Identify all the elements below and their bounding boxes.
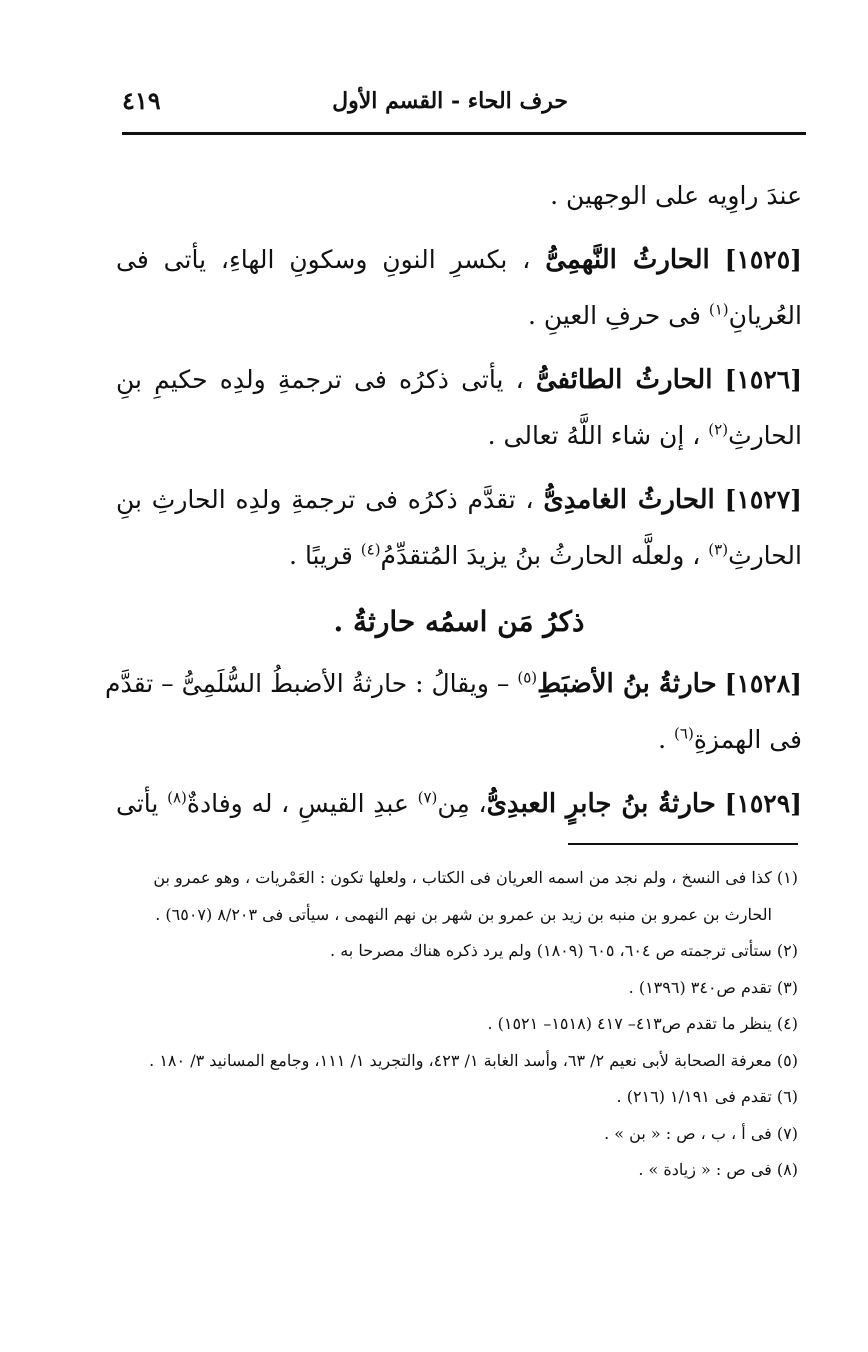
footnote-marker: (١)	[708, 300, 729, 319]
intro-line: عندَ راوِيه على الوجهين .	[550, 181, 802, 210]
footnote-marker: (٨)	[167, 788, 187, 807]
footnote-5: (٥) معرفة الصحابة لأبى نعيم ٢/ ٦٣، وأسد الغابة ١/ ٤٢٣، والتجريد ١/ ١١١، وجامع المسانيد ٣/ ١٨٠ .	[149, 1050, 798, 1070]
footnote-marker: (٤)	[360, 540, 381, 559]
footnote-6: (٦) تقدم فى ١/١٩١ (٢١٦) .	[616, 1087, 798, 1106]
entry-text: فى الهمزةِ	[693, 725, 802, 754]
entry-text: عبدِ القيسِ ، له وفادةٌ	[186, 789, 418, 818]
entry-1527-line-2	[116, 528, 802, 584]
entry-1526-line-2	[116, 408, 802, 464]
section-heading: ذكرُ مَن اسمُه حارثةُ .	[333, 605, 585, 638]
entry-text: ، بكسرِ النونِ وسكونِ الهاءِ، يأتى فى	[116, 245, 531, 274]
entry-number: [١٥٢٧]	[724, 485, 802, 514]
footnote-marker: (٧)	[417, 788, 438, 807]
footnote-separator	[568, 843, 798, 845]
footnote-4: (٤) ينظر ما تقدم ص٤١٣– ٤١٧ (١٥١٨– ١٥٢١) .	[487, 1014, 798, 1033]
header-rule	[122, 132, 806, 135]
entry-1528-line-1	[105, 656, 802, 712]
entry-number: [١٥٢٥]	[724, 245, 803, 274]
entry-text: الحارثِ	[728, 541, 802, 570]
entry-name: الحارثُ الغامدِىُّ	[543, 485, 715, 515]
entry-name: حارثةُ بنُ جابرٍ العبدِىُّ	[486, 789, 716, 819]
entry-name: الحارثُ النَّهمِىُّ	[545, 245, 710, 275]
entry-text: ، مِن	[437, 789, 487, 818]
entry-1525-line-2	[116, 288, 802, 344]
footnote-7: (٧) فى أ ، ب ، ص : « بن » .	[604, 1123, 798, 1143]
running-header-title: حرف الحاء - القسم الأول	[332, 88, 568, 114]
footnotes	[108, 860, 798, 1189]
entry-text: فى حرفِ العينِ .	[527, 301, 709, 330]
footnote-marker: (٢)	[708, 420, 729, 439]
entry-text: يأتى	[116, 789, 168, 818]
entry-1529-line-1	[116, 776, 802, 832]
entry-text: ، تقدَّم ذكرُه فى ترجمةِ ولدِه الحارثِ بنِ	[116, 485, 534, 514]
entry-text: ، إن شاء اللَّهُ تعالى .	[487, 421, 709, 450]
entry-1525-line-1	[116, 232, 802, 288]
entry-text: – ويقالُ : حارثةُ الأضبطُ السُّلَمِىُّ – تقدَّم	[105, 669, 518, 698]
entry-1528-line-2	[116, 712, 802, 768]
entry-number: [١٥٢٨]	[724, 669, 802, 698]
entry-1527-line-1	[116, 472, 802, 528]
footnote-marker: (٥)	[517, 668, 538, 687]
footnote-3: (٣) تقدم ص٣٤٠ (١٣٩٦) .	[628, 977, 798, 997]
entry-text: .	[658, 725, 675, 754]
entry-number: [١٥٢٦]	[724, 365, 803, 394]
footnote-marker: (٦)	[674, 724, 694, 743]
entry-text: ، يأتى ذكرُه فى ترجمةِ ولدِه حكيمِ بنِ	[116, 365, 524, 394]
page-number: ٤١٩	[122, 86, 161, 115]
footnote-1: (١) كذا فى النسخ ، ولم نجد من اسمه العريان فى الكتاب ، ولعلها تكون : العَمْريات ، وهو عمرو بن	[153, 868, 798, 887]
entry-number: [١٥٢٩]	[724, 789, 803, 818]
footnote-1-continued: الحارث بن عمرو بن منبه بن زيد بن عمرو بن شهر بن نهم النهمى ، سيأتى فى ٨/٢٠٣ (٦٥٠٧) .	[155, 904, 772, 924]
entry-name: حارثةُ بنُ الأضبَطِ	[537, 669, 717, 699]
entry-text: العُريانِ	[728, 301, 802, 330]
footnote-marker: (٣)	[708, 540, 729, 559]
main-text	[105, 168, 803, 832]
entry-name: الحارثُ الطائفىُّ	[535, 365, 713, 395]
entry-text: ، ولعلَّه الحارثُ بنُ يزيدَ المُتقدِّمُ	[380, 541, 709, 570]
footnote-8: (٨) فى ص : « زيادة » .	[638, 1160, 798, 1179]
footnote-2: (٢) ستأتى ترجمته ص ٦٠٤، ٦٠٥ (١٨٠٩) ولم يرد ذكره هناك مصرحا به .	[330, 941, 798, 960]
entry-1526-line-1	[116, 352, 802, 408]
entry-text: الحارثِ	[728, 421, 802, 450]
entry-text: قريبًا .	[289, 541, 361, 570]
